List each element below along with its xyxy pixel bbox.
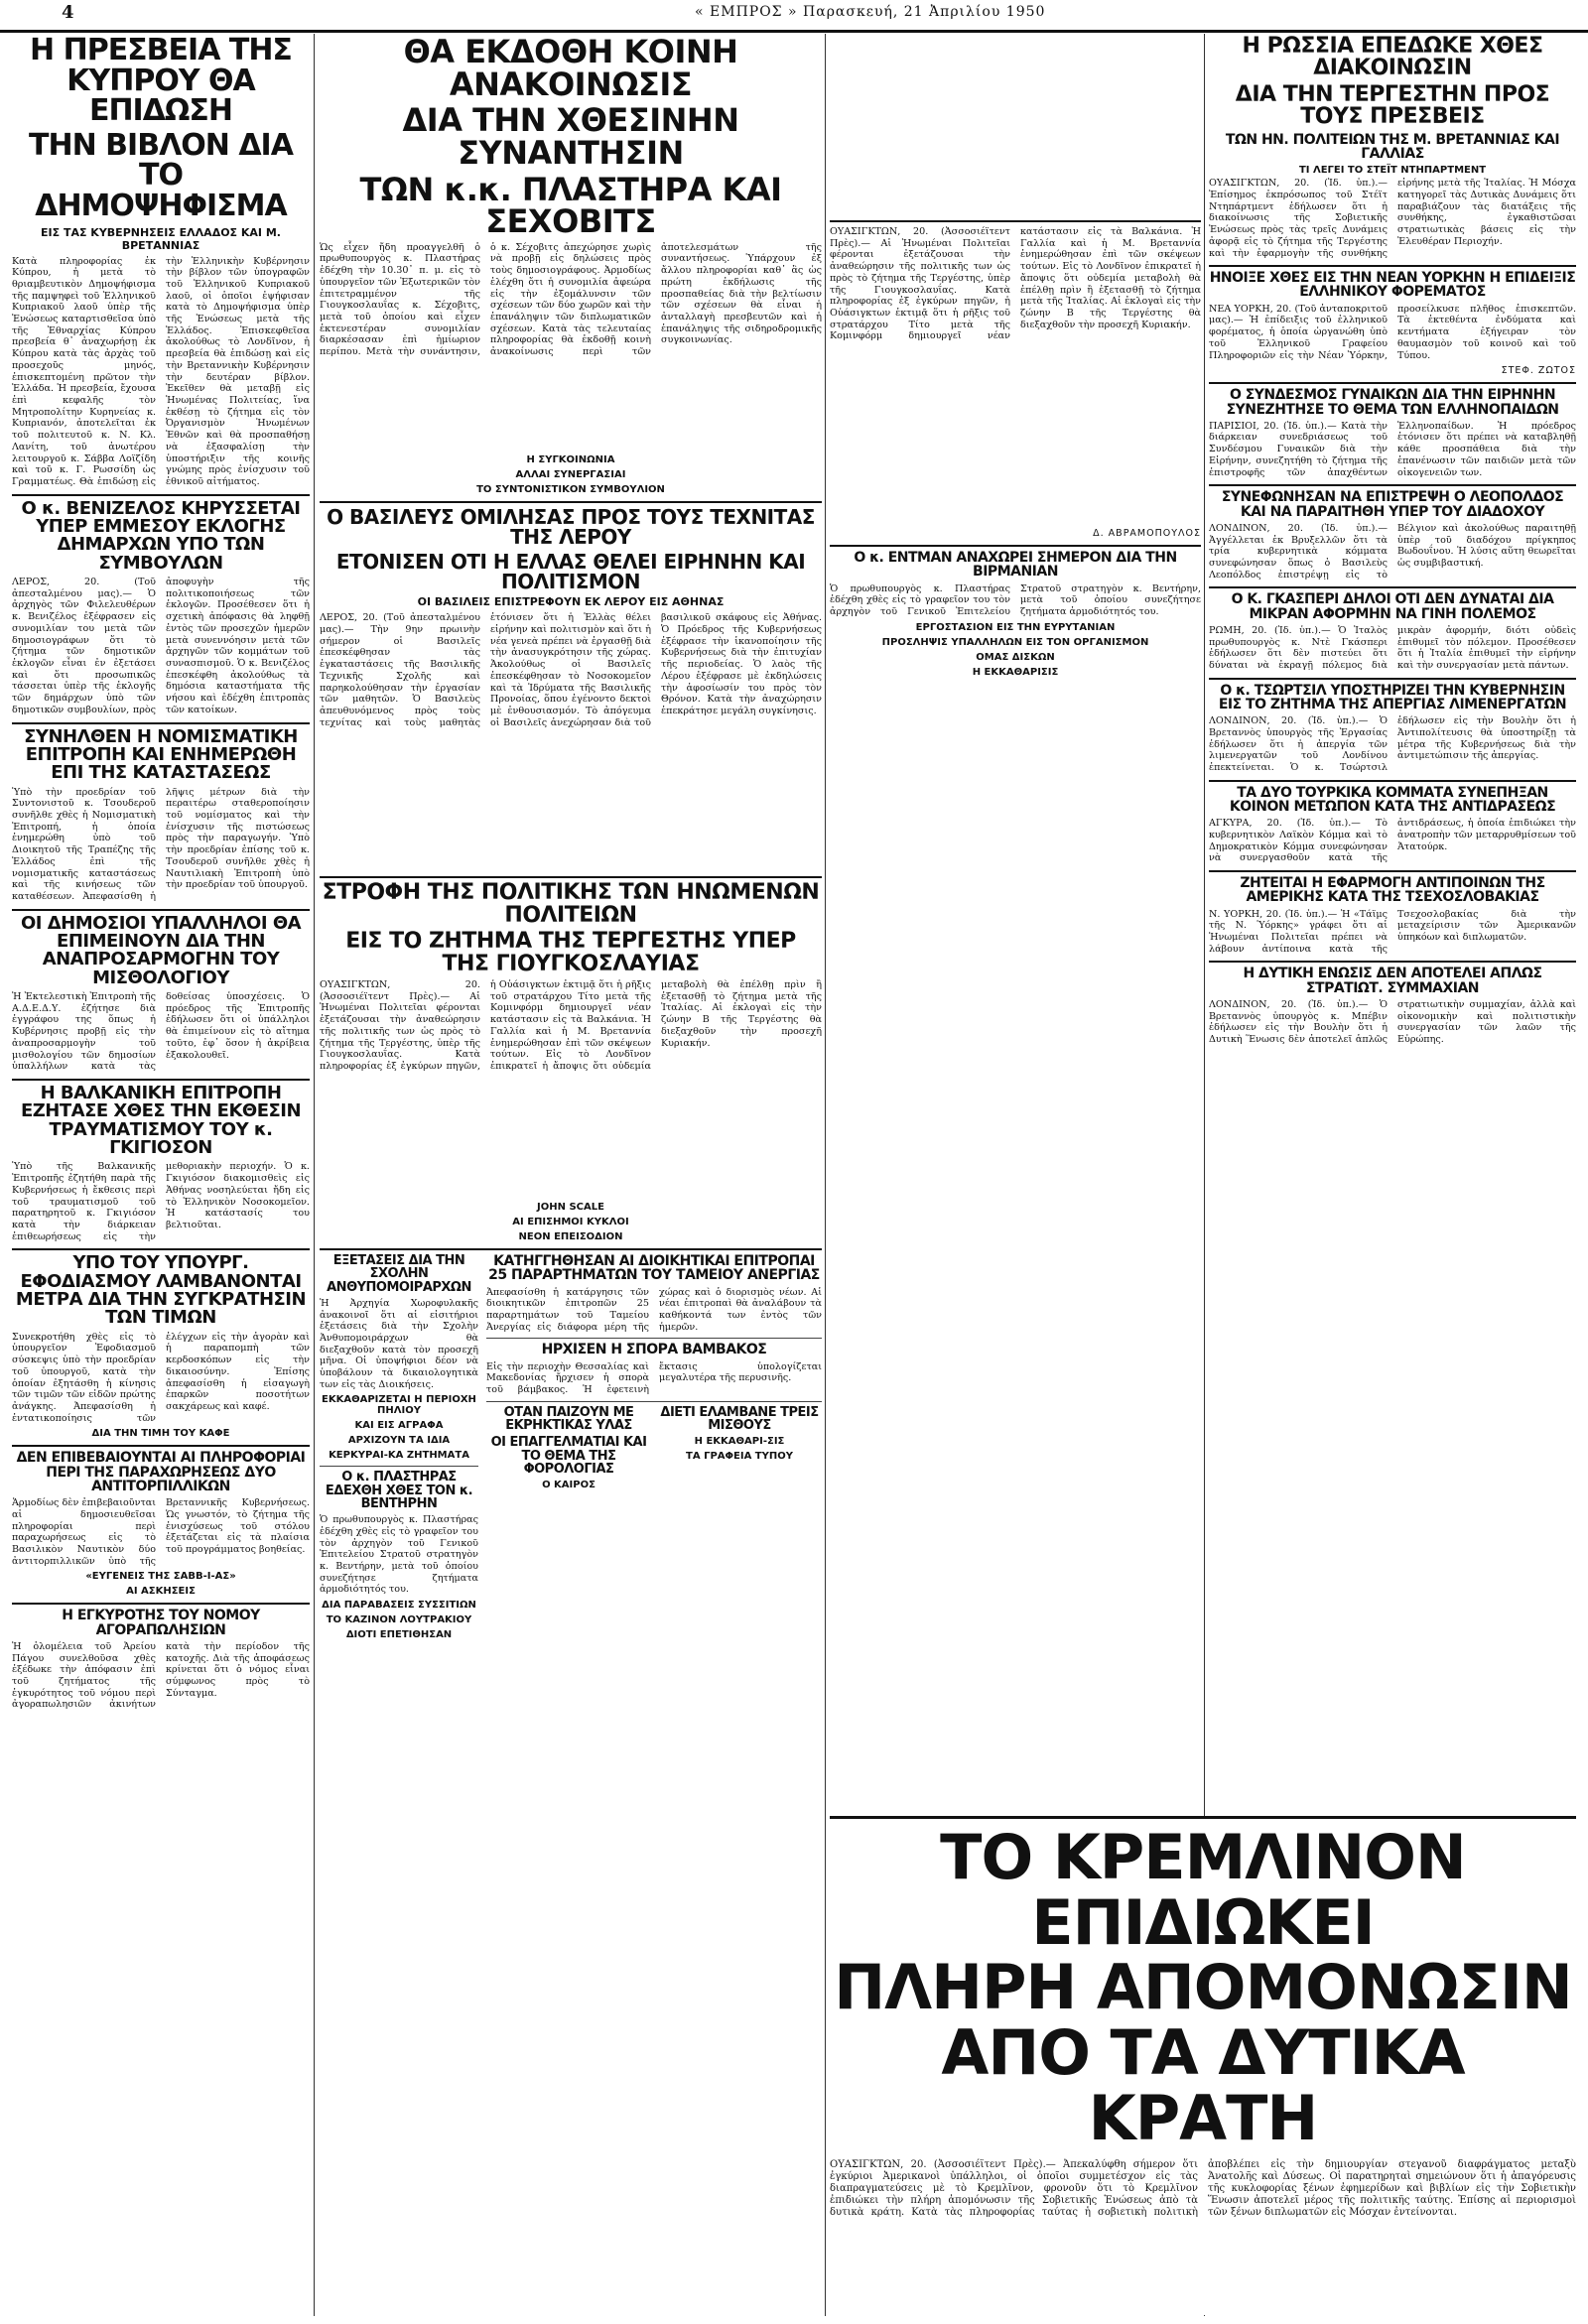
article-yugo-cont: ΟΥΑΣΙΓΚΤΩΝ, 20. (Ἀσσοσιέϊτεντ Πρὲς).— Αἱ Ἡνωμέναι Πολιτεῖαι φέρονται ἐξετάζουσαι τὴν ἀναθεώρησιν τῆς πολιτικῆς των ὡς πρὸς τὸ ζήτημα τῆς Τεργέστης, ὑπὲρ τῆς Γιουγκοσλαυΐας. Κατὰ πληροφορίας ἐξ ἐγκύρων πηγῶν, ἡ Οὐάσιγκτων ἐκτιμᾷ ὅτι ἡ ρῆξις τοῦ στρατάρχου Τίτο μετὰ τῆς Κομινφόρμ δημιουργεῖ νέαν κατάστασιν εἰς τὰ Βαλκάνια. Ἡ Γαλλία καὶ ἡ Μ. Βρεταννία ἐνημερώθησαν ἐπὶ τῶν σκέψεων τούτων. Εἰς τὸ Λονδῖνον ἐπικρατεῖ ἡ ἄποψις ὅτι οὐδεμία μεταβολὴ θὰ ἐπέλθῃ πρὶν ἢ ἐξετασθῇ τὸ ζήτημα μετὰ τῆς Ἰταλίας. Αἱ ἐκλογαὶ εἰς τὴν ζώνην Β τῆς Τεργέστης θὰ διεξαχθοῦν τὴν προσεχῆ Κυριακήν. <box>830 226 1201 342</box>
headline-russia-3: ΤΩΝ ΗΝ. ΠΟΛΙΤΕΙΩΝ ΤΗΣ Μ. ΒΡΕΤΑΝΝΙΑΣ ΚΑΙ ΓΑΛΛΙΑΣ <box>1225 131 1560 163</box>
headline-cyprus-2: ΤΗΝ ΒΙΒΛΟΝ ΔΙΑ ΤΟ ΔΗΜΟΨΗΦΙΣΜΑ <box>29 127 293 223</box>
divider <box>830 220 1201 222</box>
page-number: 4 <box>62 2 74 23</box>
subhead-factory: ΕΡΓΟΣΤΑΣΙΟΝ ΕΙΣ ΤΗΝ ΕΥΡΥΤΑΝΙΑΝ <box>915 621 1116 633</box>
subhead-attacked: ΔΙΟΤΙ ΕΠΕΤΙΘΗΣΑΝ <box>345 1629 453 1641</box>
divider <box>12 1079 310 1081</box>
headline-gasperi: Ο Κ. ΓΚΑΣΠΕΡΙ ΔΗΛΟΙ ΟΤΙ ΔΕΝ ΔΥΝΑΤΑΙ ΔΙΑ ΜΙΚΡΑΝ ΑΦΟΡΜΗΝ ΝΑ ΓΙΝΗ ΠΟΛΕΜΟΣ <box>1231 591 1554 622</box>
article-civil-servants: Ἡ Ἐκτελεστικὴ Ἐπιτροπὴ τῆς Α.Δ.Ε.Δ.Υ. ἐζήτησε διὰ ἐγγράφου της ὅπως ἡ Κυβέρνησις προβῇ εἰς τὴν ἀναπροσαρμογὴν τοῦ μισθολογίου τῶν δημοσίων ὑπαλλήλων κατὰ τὰς δοθείσας ὑποσχέσεις. Ὁ πρόεδρος τῆς Ἐπιτροπῆς ἐδήλωσεν ὅτι οἱ ὑπάλληλοι θὰ ἐπιμείνουν εἰς τὸ αἴτημα τοῦτο, ἐφ᾽ ὅσον ἡ ἀκρίβεια ἐξακολουθεῖ. <box>12 991 310 1073</box>
headline-czech: ΖΗΤΕΙΤΑΙ Η ΕΦΑΡΜΟΓΗ ΑΝΤΙΠΟΙΝΩΝ ΤΗΣ ΑΜΕΡΙΚΗΣ ΚΑΤΑ ΤΗΣ ΤΣΕΧΟΣΛΟΒΑΚΙΑΣ <box>1240 875 1545 906</box>
article-plastiras-venteris: Ὁ πρωθυπουργὸς κ. Πλαστήρας ἐδέχθη χθὲς εἰς τὸ γραφεῖον του τὸν ἀρχηγὸν τοῦ Γενικοῦ Ἐπιτελείου Στρατοῦ στρατηγὸν κ. Βεντήρην, μετὰ τοῦ ὁποίου συνεζήτησε ζητήματα ἀρμοδιότητός του. <box>320 1514 478 1596</box>
subhead-press-offices: ΤΑ ΓΡΑΦΕΙΑ ΤΥΠΟΥ <box>686 1451 793 1463</box>
divider <box>12 494 310 496</box>
subhead-hiring: ΠΡΟΣΛΗΨΙΣ ΥΠΑΛΛΗΛΩΝ ΕΙΣ ΤΟΝ ΟΡΓΑΝΙΣΜΟΝ <box>881 636 1149 648</box>
article-women: ΠΑΡΙΣΙΟΙ, 20. (Ἰδ. ὑπ.).— Κατὰ τὴν διάρκειαν συνεδριάσεως τοῦ Συνδέσμου Γυναικῶν διὰ τὴν Εἰρήνην, συνεζητήθη τὸ ζήτημα τῆς ἐπιστροφῆς τῶν ἀπαχθέντων Ἑλληνοπαίδων. Ἡ πρόεδρος ἐτόνισεν ὅτι πρέπει νὰ καταβληθῇ κάθε προσπάθεια διὰ τὴν ἐπανένωσιν τῶν παιδιῶν μετὰ τῶν οἰκογενειῶν των. <box>1209 420 1576 478</box>
divider <box>486 1401 822 1402</box>
subhead-john-scale: JOHN SCALE <box>537 1202 604 1214</box>
headline-leopold: ΣΥΝΕΦΩΝΗΣΑΝ ΝΑ ΕΠΙΣΤΡΕΨΗ Ο ΛΕΟΠΟΛΔΟΣ ΚΑΙ ΝΑ ΠΑΡΑΙΤΗΘΗ ΥΠΕΡ ΤΟΥ ΔΙΑΔΟΧΟΥ <box>1221 489 1564 520</box>
headline-kremlin-2: ΠΛΗΡΗ ΑΠΟΜΟΝΩΣΙΝ <box>834 1951 1572 2024</box>
headline-russia-1: Η ΡΩΣΣΙΑ ΕΠΕΔΩΚΕ ΧΘΕΣ ΔΙΑΚΟΙΝΩΣΙΝ <box>1242 36 1543 81</box>
headline-king-2: ΕΤΟΝΙΣΕΝ ΟΤΙ Η ΕΛΛΑΣ ΘΕΛΕΙ ΕΙΡΗΝΗΝ ΚΑΙ ΠΟΛΙΤΙΣΜΟΝ <box>335 549 806 593</box>
article-cotton: Εἰς τὴν περιοχὴν Θεσσαλίας καὶ Μακεδονίας ἤρχισεν ἡ σπορὰ τοῦ βάμβακος. Ἡ ἐφετεινὴ ἔκτασις ὑπολογίζεται μεγαλυτέρα τῆς περυσινῆς. <box>486 1360 822 1396</box>
headline-entman: Ο κ. ΕΝΤΜΑΝ ΑΝΑΧΩΡΕΙ ΣΗΜΕΡΟΝ ΔΙΑ ΤΗΝ ΒΙΡΜΑΝΙΑΝ <box>854 550 1177 581</box>
article-new-york: ΝΕΑ ΥΟΡΚΗ, 20. (Τοῦ ἀνταποκριτοῦ μας).— Ἡ ἐπίδειξις τοῦ ἑλληνικοῦ φορέματος, ἡ ὁποία ὠργανώθη ὑπὸ τοῦ Ἑλληνικοῦ Γραφείου Πληροφοριῶν εἰς τὴν Νέαν Ὑόρκην, προσείλκυσε πλῆθος ἐπισκεπτῶν. Τὰ ἐκτεθέντα ἐνδύματα καὶ κεντήματα ἐξήγειραν τὸν θαυμασμὸν τοῦ κοινοῦ καὶ τοῦ Τύπου. <box>1209 303 1576 361</box>
paper-dateline: « ΕΜΠΡΟΣ » Παρασκευή, 21 Ἀπριλίου 1950 <box>695 4 1046 20</box>
headline-turkey: ΤΑ ΔΥΟ ΤΟΥΡΚΙΚΑ ΚΟΜΜΑΤΑ ΣΥΝΕΠΗΞΑΝ ΚΟΙΝΟΝ ΜΕΤΩΠΟΝ ΚΑΤΑ ΤΗΣ ΑΝΤΙΔΡΑΣΕΩΣ <box>1229 784 1556 815</box>
article-kremlin: ΟΥΑΣΙΓΚΤΩΝ, 20. (Ἀσσοσιέϊτεντ Πρὲς).— Ἀπεκαλύφθη σήμερον ὅτι ἐγκύριοι Ἀμερικανοὶ ὑπάλληλοι, οἱ ὁποῖοι συμμετέσχον εἰς τὰς διαπραγματεύσεις μὲ τὸ Κρεμλῖνον, φρονοῦν ὅτι τὸ Κρεμλῖνον ἐπιδιώκει τὴν πλήρη ἀπομόνωσιν τῆς Σοβιετικῆς Ἑνώσεως ἀπὸ τὰ δυτικὰ κράτη. Κατὰ τὰς πληροφορίας ταύτας ἡ σοβιετικὴ πολιτικὴ ἀποβλέπει εἰς τὴν δημιουργίαν στεγανοῦ διαφράγματος μεταξὺ Ἀνατολῆς καὶ Δύσεως. Οἱ παρατηρηταὶ σημειώνουν ὅτι ἡ ἀπαγόρευσις τῆς κυκλοφορίας ξένων ἐφημερίδων καὶ βιβλίων εἰς τὴν Σοβιετικὴν Ἕνωσιν ἀποτελεῖ μέρος τῆς πολιτικῆς ταύτης. Ἐπίσης αἱ περιορισμοὶ τῶν ξένων διπλωματῶν εἰς Μόσχαν ἐντείνονται. <box>830 2158 1576 2219</box>
divider <box>12 909 310 911</box>
divider <box>320 1466 478 1467</box>
column-rule <box>314 34 315 2316</box>
divider <box>12 1603 310 1605</box>
divider <box>320 501 822 503</box>
column-left <box>12 36 310 2316</box>
article-entman: Ὁ πρωθυπουργὸς κ. Πλαστήρας ἐδέχθη χθὲς εἰς τὸ γραφεῖον του τὸν ἀρχηγὸν τοῦ Γενικοῦ Ἐπιτελείου Στρατοῦ στρατηγὸν κ. Βεντήρην, μετὰ τοῦ ὁποίου συνεζήτησε ζητήματα ἀρμοδιότητός του. <box>830 582 1201 617</box>
article-turkey: ΑΓΚΥΡΑ, 20. (Ἰδ. ὑπ.).— Τὸ κυβερνητικὸν Λαϊκὸν Κόμμα καὶ τὸ Δημοκρατικὸν Κόμμα συνεφώνησαν νὰ συνεργασθοῦν κατὰ τῆς ἀντιδράσεως, ἡ ὁποία ἐπιδιώκει τὴν ἀνατροπὴν τῶν μεταρρυθμίσεων τοῦ Ἀτατούρκ. <box>1209 818 1576 864</box>
kicker-cyprus: ΕΙΣ ΤΑΣ ΚΥΒΕΡΝΗΣΕΙΣ ΕΛΛΑΔΟΣ ΚΑΙ Μ. ΒΡΕΤΑΝΝΙΑΣ <box>41 225 281 252</box>
article-balkan: Ὑπὸ τῆς Βαλκανικῆς Ἐπιτροπῆς ἐζητήθη παρὰ τῆς Κυβερνήσεως ἡ ἔκθεσις περὶ τοῦ τραυματισμοῦ τοῦ παρατηρητοῦ κ. Γκιγιόσον κατὰ τὴν διάρκειαν ἐπιθεωρήσεως εἰς τὴν μεθοριακὴν περιοχήν. Ὁ κ. Γκιγιόσον διακομισθεὶς εἰς Ἀθήνας νοσηλεύεται ἤδη εἰς τὸ Ἑλληνικὸν Νοσοκομεῖον. Ἡ κατάστασίς του βελτιοῦται. <box>12 1161 310 1242</box>
headline-currency: ΣΥΝΗΛΘΕΝ Η ΝΟΜΙΣΜΑΤΙΚΗ ΕΠΙΤΡΟΠΗ ΚΑΙ ΕΝΗΜΕΡΩΘΗ ΕΠΙ ΤΗΣ ΚΑΤΑΣΤΑΣΕΩΣ <box>24 725 298 784</box>
divider <box>1209 265 1576 267</box>
headline-plastiras-venteris: Ο κ. ΠΛΑΣΤΗΡΑΣ ΕΔΕΧΘΗ ΧΘΕΣ ΤΟΝ κ. ΒΕΝΤΗΡΗΝ <box>325 1470 473 1511</box>
subhead-nobles: «ΕΥΓΕΝΕΙΣ ΤΗΣ ΣΑΒΒ-Ι-ΑΣ» <box>85 1571 236 1583</box>
divider <box>12 1248 310 1250</box>
divider <box>1209 870 1576 872</box>
article-king: ΛΕΡΟΣ, 20. (Τοῦ ἀπεσταλμένου μας).— Τὴν 9ην πρωινὴν σήμερον οἱ Βασιλεῖς ἐπεσκέφθησαν τὰς ἐγκαταστάσεις τῆς Βασιλικῆς Τεχνικῆς Σχολῆς καὶ παρηκολούθησαν τὴν ἐργασίαν τῶν μαθητῶν. Ὁ Βασιλεὺς ἀπευθυνόμενος πρὸς τοὺς τεχνίτας καὶ τοὺς μαθητὰς ἐτόνισεν ὅτι ἡ Ἑλλὰς θέλει εἰρήνην καὶ πολιτισμὸν καὶ ὅτι ἡ νέα γενεὰ πρέπει νὰ ἐργασθῇ διὰ τὴν ἀνασυγκρότησιν τῆς χώρας. Ἀκολούθως οἱ Βασιλεῖς ἐπεσκέφθησαν τὸ Νοσοκομεῖον καὶ τὰ Ἱδρύματα τῆς Βασιλικῆς Προνοίας, ὅπου ἐγένοντο δεκτοὶ μὲ ἐνθουσιασμόν. Τὸ ἀπόγευμα οἱ Βασιλεῖς ἀνεχώρησαν διὰ τοῦ βασιλικοῦ σκάφους εἰς Ἀθήνας. Ὁ Πρόεδρος τῆς Κυβερνήσεως ἐξέφρασε τὴν ἱκανοποίησιν τῆς Κυβερνήσεως διὰ τὴν ἐπιτυχίαν τῆς περιοδείας. Ὁ λαὸς τῆς Λέρου ἐξέφρασε μὲ ἐκδηλώσεις τὴν ἀφοσίωσίν του πρὸς τὸν Θρόνον. Κατὰ τὴν ἀναχώρησιν ἐπεκράτησε μεγάλη συγκίνησις. <box>320 612 822 728</box>
subhead-official-circles: ΑΙ ΕΠΙΣΗΜΟΙ ΚΥΚΛΟΙ <box>512 1217 629 1228</box>
headline-king-1: Ο ΒΑΣΙΛΕΥΣ ΟΜΙΛΗΣΑΣ ΠΡΟΣ ΤΟΥΣ ΤΕΧΝΙΤΑΣ ΤΗΣ ΛΕΡΟΥ <box>327 504 815 550</box>
article-sales-law: Ἡ ὁλομέλεια τοῦ Ἀρείου Πάγου συνελθοῦσα χθὲς ἐξέδωκε τὴν ἀπόφασιν ἐπὶ τοῦ ζητήματος τῆς ἐγκυρότητος τοῦ νόμου περὶ ἀγοραπωλησιῶν ἀκινήτων κατὰ τὴν περίοδον τῆς κατοχῆς. Διὰ τῆς ἀποφάσεως κρίνεται ὅτι ὁ νόμος εἶναι σύμφωνος πρὸς τὸ Σύνταγμα. <box>12 1640 310 1711</box>
masthead <box>0 0 1588 33</box>
article-western-union: ΛΟΝΔΙΝΟΝ, 20. (Ἰδ. ὑπ.).— Ὁ Βρεταννὸς ὑπουργὸς κ. Μπέβιν ἐδήλωσεν εἰς τὴν Βουλὴν ὅτι ἡ Δυτικὴ Ἕνωσις δὲν ἀποτελεῖ ἁπλῶς στρατιωτικὴν συμμαχίαν, ἀλλὰ καὶ οἰκονομικὴν καὶ πολιτιστικὴν συνεργασίαν τῶν λαῶν τῆς Εὐρώπης. <box>1209 998 1576 1046</box>
divider <box>320 876 822 878</box>
divider <box>1209 382 1576 384</box>
divider <box>1209 678 1576 680</box>
divider <box>12 1445 310 1447</box>
headline-trieste-1: ΣΤΡΟΦΗ ΤΗΣ ΠΟΛΙΤΙΚΗΣ ΤΩΝ ΗΝΩΜΕΝΩΝ ΠΟΛΙΤΕΙΩΝ <box>322 880 820 928</box>
headline-kremlin-1: ΤΟ ΚΡΕΜΛΙΝΟΝ ΕΠΙΔΙΩΚΕΙ <box>940 1821 1466 1959</box>
subhead-purge-2: Η ΕΚΚΑΘΑΡΙΣΙΣ <box>972 666 1059 678</box>
headline-destroyers: ΔΕΝ ΕΠΙΒΕΒΑΙΟΥΝΤΑΙ ΑΙ ΠΛΗΡΟΦΟΡΙΑΙ ΠΕΡΙ ΤΗΣ ΠΑΡΑΧΩΡΗΣΕΩΣ ΔΥΟ ΑΝΤΙΤΟΡΠΙΛΛΙΚΩΝ <box>16 1450 306 1494</box>
subhead-corfu: ΚΕΡΚΥΡΑΙ-ΚΑ ΖΗΤΗΜΑΤΑ <box>329 1450 469 1462</box>
headline-plastiras-1: ΘΑ ΕΚΔΟΘΗ ΚΟΙΝΗ ΑΝΑΚΟΙΝΩΣΙΣ <box>403 36 738 103</box>
article-currency: Ὑπὸ τὴν προεδρίαν τοῦ Συντονιστοῦ κ. Τσουδεροῦ συνῆλθε χθὲς ἡ Νομισματικὴ Ἐπιτροπή, ἡ ὁποία ἐνημερώθη ὑπὸ τοῦ Διοικητοῦ τῆς Τραπέζης τῆς Ἑλλάδος ἐπὶ τῆς νομισματικῆς καταστάσεως καὶ τῆς κινήσεως τῶν καταθέσεων. Ἀπεφασίσθη ἡ λῆψις μέτρων διὰ τὴν περαιτέρω σταθεροποίησιν τοῦ νομίσματος καὶ τὴν ἐνίσχυσιν τῆς πιστώσεως πρὸς τὴν παραγωγήν. Ὑπὸ τὴν προεδρίαν ἐπίσης τοῦ κ. Τσουδεροῦ συνῆλθε χθὲς ἡ Ναυτιλιακὴ Ἐπιτροπὴ ὑπὸ τὴν προεδρίαν τοῦ ὑπουργοῦ. <box>12 786 310 902</box>
column-rule <box>825 34 826 2316</box>
divider <box>1209 961 1576 963</box>
article-venizelos: ΛΕΡΟΣ, 20. (Τοῦ ἀπεσταλμένου μας).— Ὁ ἀρχηγὸς τῶν Φιλελευθέρων κ. Βενιζέλος ἐξέφρασεν εἰς συνομιλίαν του μετὰ τῶν δημοσιογράφων ὅτι τὸ ζήτημα τῶν δημοτικῶν ἐκλογῶν εἶναι ἐν ἐξετάσει καὶ ὅτι προσωπικῶς τάσσεται ὑπὲρ τῆς ἐκλογῆς τῶν δημάρχων ὑπὸ τῶν δημοτικῶν συμβουλίων, πρὸς ἀποφυγὴν τῆς πολιτικοποιήσεως τῶν ἐκλογῶν. Προσέθεσεν ὅτι ἡ σχετικὴ ἀπόφασις θὰ ληφθῇ ἐντὸς τῶν προσεχῶν ἡμερῶν μετὰ συνεννόησιν μετὰ τῶν ἀρχηγῶν τῶν κομμάτων τοῦ συνασπισμοῦ. Ὁ κ. Βενιζέλος ἐπεσκέφθη ἀκολούθως τὰ δημόσια καταστήματα τῆς νήσου καὶ ἐδέχθη ἐπιτροπὰς τῶν κατοίκων. <box>12 577 310 715</box>
kremlin-block <box>830 1816 1576 2315</box>
subhead-casino: ΤΟ ΚΑΖΙΝΟΝ ΛΟΥΤΡΑΚΙΟΥ <box>326 1614 472 1626</box>
subhead-new-incident: ΝΕΟΝ ΕΠΕΙΣΟΔΙΟΝ <box>518 1231 623 1243</box>
headline-unemployment: ΚΑΤΗΓΓΗΘΗΣΑΝ ΑΙ ΔΙΟΙΚΗΤΙΚΑΙ ΕΠΙΤΡΟΠΑΙ 25 ΠΑΡΑΡΤΗΜΑΤΩΝ ΤΟΥ ΤΑΜΕΙΟΥ ΑΝΕΡΓΙΑΣ <box>488 1253 820 1284</box>
headline-professionals: ΟΙ ΕΠΑΓΓΕΛΜΑΤΙΑΙ ΚΑΙ ΤΟ ΘΕΜΑ ΤΗΣ ΦΟΡΟΛΟΓΙΑΣ <box>490 1435 647 1477</box>
headline-venizelos: Ο κ. ΒΕΝΙΖΕΛΟΣ ΚΗΡΥΣΣΕΤΑΙ ΥΠΕΡ ΕΜΜΕΣΟΥ ΕΚΛΟΓΗΣ ΔΗΜΑΡΧΩΝ ΥΠΟ ΤΩΝ ΣΥΜΒΟΥΛΩΝ <box>21 497 301 574</box>
column-center <box>320 36 822 2316</box>
subhead-other-cooperation: ΑΛΛΑΙ ΣΥΝΕΡΓΑΣΙΑΙ <box>515 468 626 480</box>
article-leopold: ΛΟΝΔΙΝΟΝ, 20. (Ἰδ. ὑπ.).— Ἀγγέλλεται ἐκ Βρυξελλῶν ὅτι τὰ τρία κυβερνητικὰ κόμματα συνεφώνησαν ὅπως ὁ Βασιλεὺς Λεοπόλδος ἐπιστρέψῃ εἰς τὸ Βέλγιον καὶ ἀκολούθως παραιτηθῇ ὑπὲρ τοῦ διαδόχου πρίγκηπος Βωδουΐνου. Ἡ λύσις αὕτη θεωρεῖται ὡς συμβιβαστική. <box>1209 522 1576 581</box>
article-exams: Ἡ Ἀρχηγία Χωροφυλακῆς ἀνακοινοῖ ὅτι αἱ εἰσιτήριοι ἐξετάσεις διὰ τὴν Σχολὴν Ἀνθυπομοιράρχων θὰ διεξαχθοῦν κατὰ τὸν προσεχῆ μῆνα. Οἱ ὑποψήφιοι δέον νὰ ὑποβάλουν τὰ δικαιολογητικὰ των εἰς τὰς Διοικήσεις. <box>320 1297 478 1390</box>
subhead-pelion: ΕΚΚΑΘΑΡΙΖΕΤΑΙ Η ΠΕΡΙΟΧΗ ΠΗΛΙΟΥ <box>322 1394 476 1417</box>
divider <box>1209 586 1576 588</box>
article-strike: ΛΟΝΔΙΝΟΝ, 20. (Ἰδ. ὑπ.).— Ὁ Βρεταννὸς ὑπουργὸς τῆς Ἐργασίας ἐδήλωσεν ὅτι ἡ ἀπεργία τῶν λιμενεργατῶν τοῦ Λονδίνου ἐπεκτείνεται. Ὁ κ. Τσώρτσιλ ἐδήλωσεν εἰς τὴν Βουλὴν ὅτι ἡ Ἀντιπολίτευσις θὰ ὑποστηρίξῃ τὰ μέτρα τῆς Κυβερνήσεως διὰ τὴν ἀντιμετώπισιν τῆς ἀπεργίας. <box>1209 715 1576 774</box>
headline-women: Ο ΣΥΝΔΕΣΜΟΣ ΓΥΝΑΙΚΩΝ ΔΙΑ ΤΗΝ ΕΙΡΗΝΗΝ ΣΥΝΕΖΗΤΗΣΕ ΤΟ ΘΕΜΑ ΤΩΝ ΕΛΛΗΝΟΠΑΙΔΩΝ <box>1226 387 1559 418</box>
headline-sales-law: Η ΕΓΚΥΡΟΤΗΣ ΤΟΥ ΝΟΜΟΥ ΑΓΟΡΑΠΩΛΗΣΙΩΝ <box>62 1608 260 1638</box>
divider <box>12 722 310 724</box>
subhead-agrafa: ΚΑΙ ΕΙΣ ΑΓΡΑΦΑ <box>354 1420 444 1432</box>
headline-civil-servants: ΟΙ ΔΗΜΟΣΙΟΙ ΥΠΑΛΛΗΛΟΙ ΘΑ ΕΠΙΜΕΙΝΟΥΝ ΔΙΑ ΤΗΝ ΑΝΑΠΡΟΣΑΡΜΟΓΗΝ ΤΟΥ ΜΙΣΘΟΛΟΓΙΟΥ <box>20 912 302 988</box>
headline-explosives: ΟΤΑΝ ΠΑΙΖΟΥΝ ΜΕ ΕΚΡΗΚΤΙΚΑΣ ΥΛΑΣ <box>503 1404 634 1434</box>
subhead-communications: Η ΣΥΓΚΟΙΝΩΝΙΑ <box>526 453 615 465</box>
subhead-same: ΑΡΧΙΖΟΥΝ ΤΑ ΙΔΙΑ <box>347 1435 451 1447</box>
divider <box>1209 780 1576 782</box>
headline-new-york: ΗΝΟΙΞΕ ΧΘΕΣ ΕΙΣ ΤΗΝ ΝΕΑΝ ΥΟΡΚΗΝ Η ΕΠΙΔΕΙΞΙΣ ΕΛΛΗΝΙΚΟΥ ΦΟΡΕΜΑΤΟΣ <box>1209 270 1576 301</box>
article-russia: ΟΥΑΣΙΓΚΤΩΝ, 20. (Ἰδ. ὑπ.).— Ἐπίσημος ἐκπρόσωπος τοῦ Στέϊτ Ντηπάρτμεντ ἐδήλωσεν ὅτι ἡ διακοίνωσις τῆς Σοβιετικῆς Ἑνώσεως πρὸς τὰς τρεῖς Δυνάμεις ἀφορᾷ εἰς τὸ ζήτημα τῆς Τεργέστης καὶ τὴν ἐφαρμογὴν τῆς συνθήκης εἰρήνης μετὰ τῆς Ἰταλίας. Ἡ Μόσχα κατηγορεῖ τὰς Δυτικὰς Δυνάμεις ὅτι παραβιάζουν τὰς διατάξεις τῆς συνθήκης, ἐγκαθιστῶσαι στρατιωτικὰς βάσεις εἰς τὴν Ἐλευθέραν Περιοχήν. <box>1209 178 1576 259</box>
subhead-state-dept: ΤΙ ΛΕΓΕΙ ΤΟ ΣΤΕΪΤ ΝΤΗΠΑΡΤΜΕΝΤ <box>1298 165 1487 177</box>
subhead-coffee: ΔΙΑ ΤΗΝ ΤΙΜΗ ΤΟΥ ΚΑΦΕ <box>91 1428 230 1440</box>
byline: Δ. ΑΒΡΑΜΟΠΟΥΛΟΣ <box>1093 528 1201 539</box>
article-unemployment: Ἀπεφασίσθη ἡ κατάργησις τῶν διοικητικῶν ἐπιτροπῶν 25 παραρτημάτων τοῦ Ταμείου Ἀνεργίας εἰς διάφορα μέρη τῆς χώρας καὶ ὁ διορισμὸς νέων. Αἱ νέαι ἐπιτροπαὶ θὰ ἀναλάβουν τὰ καθήκοντά των ἐντὸς τῶν ἡμερῶν. <box>486 1286 822 1333</box>
headline-strike: Ο κ. ΤΣΩΡΤΣΙΛ ΥΠΟΣΤΗΡΙΖΕΙ ΤΗΝ ΚΥΒΕΡΝΗΣΙΝ ΕΙΣ ΤΟ ΖΗΤΗΜΑ ΤΗΣ ΑΠΕΡΓΙΑΣ ΛΙΜΕΝΕΡΓΑΤΩΝ <box>1218 682 1567 712</box>
headline-kremlin-3: ΑΠΟ ΤΑ ΔΥΤΙΚΑ ΚΡΑΤΗ <box>941 2016 1465 2154</box>
headline-prices: ΥΠΟ ΤΟΥ ΥΠΟΥΡΓ. ΕΦΟΔΙΑΣΜΟΥ ΛΑΜΒΑΝΟΝΤΑΙ ΜΕΤΡΑ ΔΙΑ ΤΗΝ ΣΥΓΚΡΑΤΗΣΙΝ ΤΩΝ ΤΙΜΩΝ <box>15 1252 307 1329</box>
subhead-weather: Ο ΚΑΙΡΟΣ <box>542 1480 596 1491</box>
headline-balkan: Η ΒΑΛΚΑΝΙΚΗ ΕΠΙΤΡΟΠΗ ΕΖΗΤΑΣΕ ΧΘΕΣ ΤΗΝ ΕΚΘΕΣΙΝ ΤΡΑΥΜΑΤΙΣΜΟΥ ΤΟΥ κ. ΓΚΙΓΙΟΣΟΝ <box>20 1082 302 1159</box>
subhead-discs: ΟΜΑΣ ΔΙΣΚΩΝ <box>976 651 1055 663</box>
byline: ΣΤΕΦ. ΖΩΤΟΣ <box>1501 365 1576 377</box>
headline-trieste-2: ΕΙΣ ΤΟ ΖΗΤΗΜΑ ΤΗΣ ΤΕΡΓΕΣΤΗΣ ΥΠΕΡ ΤΗΣ ΓΙΟΥΓΚΟΣΛΑΥΙΑΣ <box>345 929 796 976</box>
divider <box>486 1338 822 1339</box>
divider <box>320 1248 822 1250</box>
article-cyprus: Κατὰ πληροφορίας ἐκ Κύπρου, ἡ μετὰ τὸ θριαμβευτικὸν Δημοψήφισμα τῆς παμψηφεὶ τοῦ Ἑλληνικοῦ Κυπριακοῦ λαοῦ ὑπὲρ τῆς Ἑνώσεως καταρτισθεῖσα ὑπὸ τῆς Ἐθναρχίας Κύπρου πρεσβεία θ᾽ ἀναχωρήσῃ ἐκ Κύπρου κατὰ τὰς ἀρχὰς τοῦ προσεχοῦς μηνός, ἐπισκεπτομένη πρῶτον τὴν Ἑλλάδα. Ἡ πρεσβεία, ἔχουσα ἐπὶ κεφαλῆς τὸν Μητροπολίτην Κυρηνείας κ. Κυπριανόν, ἀποτελεῖται ἐκ τοῦ πολιτευτοῦ κ. Ν. Κλ. Λανίτη, τοῦ ἀνωτέρου λειτουργοῦ κ. Σάββα Λοϊζίδη καὶ τοῦ κ. Γ. Ρωσσίδη ὡς Γραμματέως. Θὰ ἐπιδώσῃ εἰς τὴν Ἑλληνικὴν Κυβέρνησιν τὴν βίβλον τῶν ὑπογραφῶν τοῦ Ἑλληνικοῦ Κυπριακοῦ λαοῦ, οἱ ὁποῖοι ἐψήφισαν κατὰ τὸ Δημοψήφισμα ὑπὲρ τῆς Ἑνώσεως μετὰ τῆς Ἑλλάδος. Ἐπισκεφθεῖσα ἀκολούθως τὸ Λονδῖνον, ἡ πρεσβεία θὰ ἐπιδώσῃ καὶ εἰς τὴν Βρεταννικὴν Κυβέρνησιν τὴν δευτέραν βίβλον. Ἐκεῖθεν θὰ μεταβῇ εἰς Ἡνωμένας Πολιτείας, ἵνα ἐκθέσῃ τὸ ζήτημα εἰς τὸν Ὀργανισμὸν Ἡνωμένων Ἐθνῶν καὶ θὰ προσπαθήσῃ νὰ ἐξασφαλίσῃ τὴν ὑποστήριξιν τῆς κοινῆς γνώμης πρὸς ἐνίσχυσιν τοῦ ἐθνικοῦ αἰτήματος. <box>12 255 310 487</box>
article-plastiras: Ὡς εἶχεν ἤδη προαγγελθῆ ὁ πρωθυπουργὸς κ. Πλαστήρας ἐδέχθη τὴν 10.30᾽ π. μ. εἰς τὸ ὑπουργεῖον τῶν Ἐξωτερικῶν τὸν ἐπιτετραμμένον τῆς Γιουγκοσλαυΐας κ. Σέχοβιτς, μετὰ τοῦ ὁποίου καὶ εἶχεν ἐκτενεστέραν συνομιλίαν διαρκέσασαν ἐπὶ ἡμίωριον περίπου. Μετὰ τὴν συνάντησιν, ὁ κ. Σέχοβιτς ἀπεχώρησε χωρὶς νὰ προβῇ εἰς δηλώσεις πρὸς τοὺς δημοσιογράφους. Ἀρμοδίως ἐλέχθη ὅτι ἡ συνομιλία ἀφεώρα εἰς τὴν ἐξομάλυνσιν τῶν σχέσεων τῶν δύο χωρῶν καὶ τὴν ἐπανάληψιν τῶν διπλωματικῶν σχέσεων. Κατὰ τὰς τελευταίας πληροφορίας θὰ ἐκδοθῇ κοινὴ ἀνακοίνωσις περὶ τῶν ἀποτελεσμάτων τῆς συναντήσεως. Ὑπάρχουν ἐξ ἄλλου πληροφορίαι καθ᾽ ἃς ὡς πρώτη ἐκδήλωσις τῆς προσπαθείας διὰ τὴν βελτίωσιν τῶν σχέσεων θὰ εἶναι ἡ ἀνταλλαγὴ πρεσβευτῶν καὶ ἡ ἐπανάληψις τῆς σιδηροδρομικῆς συγκοινωνίας. <box>320 241 822 358</box>
headline-plastiras-3: ΤΩΝ κ.κ. ΠΛΑΣΤΗΡΑ ΚΑΙ ΣΕΧΟΒΙΤΣ <box>359 170 782 241</box>
subhead-violations: ΔΙΑ ΠΑΡΑΒΑΣΕΙΣ ΣΥΣΣΙΤΙΩΝ <box>322 1600 476 1612</box>
article-czech: Ν. ΥΟΡΚΗ, 20. (Ἰδ. ὑπ.).— Ἡ «Τάϊμς τῆς Ν. Ὑόρκης» γράφει ὅτι αἱ Ἡνωμέναι Πολιτεῖαι πρέπει νὰ λάβουν ἀντίποινα κατὰ τῆς Τσεχοσλοβακίας διὰ τὴν μεταχείρισιν τῶν Ἀμερικανῶν ὑπηκόων καὶ διπλωματῶν. <box>1209 908 1576 955</box>
article-trieste: ΟΥΑΣΙΓΚΤΩΝ, 20. (Ἀσσοσιέϊτεντ Πρὲς).— Αἱ Ἡνωμέναι Πολιτεῖαι φέρονται ἐξετάζουσαι τὴν ἀναθεώρησιν τῆς πολιτικῆς των ὡς πρὸς τὸ ζήτημα τῆς Τεργέστης, ὑπὲρ τῆς Γιουγκοσλαυΐας. Κατὰ πληροφορίας ἐξ ἐγκύρων πηγῶν, ἡ Οὐάσιγκτων ἐκτιμᾷ ὅτι ἡ ρῆξις τοῦ στρατάρχου Τίτο μετὰ τῆς Κομινφόρμ δημιουργεῖ νέαν κατάστασιν εἰς τὰ Βαλκάνια. Ἡ Γαλλία καὶ ἡ Μ. Βρεταννία ἐνημερώθησαν ἐπὶ τῶν σκέψεων τούτων. Εἰς τὸ Λονδῖνον ἐπικρατεῖ ἡ ἄποψις ὅτι οὐδεμία μεταβολὴ θὰ ἐπέλθῃ πρὶν ἢ ἐξετασθῇ τὸ ζήτημα μετὰ τῆς Ἰταλίας. Αἱ ἐκλογαὶ εἰς τὴν ζώνην Β τῆς Τεργέστης θὰ διεξαχθοῦν τὴν προσεχῆ Κυριακήν. <box>320 979 822 1072</box>
subhead-exercises: ΑΙ ΑΣΚΗΣΕΙΣ <box>126 1586 196 1598</box>
headline-plastiras-2: ΔΙΑ ΤΗΝ ΧΘΕΣΙΝΗΝ ΣΥΝΑΝΤΗΣΙΝ <box>402 101 739 172</box>
article-prices: Συνεκροτήθη χθὲς εἰς τὸ ὑπουργεῖον Ἐφοδιασμοῦ σύσκεψις ὑπὸ τὴν προεδρίαν τοῦ ὑπουργοῦ, κατὰ τὴν ὁποίαν ἐξητάσθη ἡ κίνησις τῶν τιμῶν τῶν εἰδῶν πρώτης ἀνάγκης. Ἀπεφασίσθη ἡ ἐντατικοποίησις τῶν ἐλέγχων εἰς τὴν ἀγορὰν καὶ ἡ παραπομπὴ τῶν κερδοσκόπων εἰς τὴν δικαιοσύνην. Ἐπίσης ἀπεφασίσθη ἡ εἰσαγωγὴ ἐπαρκῶν ποσοτήτων σακχάρεως καὶ καφέ. <box>12 1331 310 1424</box>
headline-western-union: Η ΔΥΤΙΚΗ ΕΝΩΣΙΣ ΔΕΝ ΑΠΟΤΕΛΕΙ ΑΠΛΩΣ ΣΤΡΑΤΙΩΤ. ΣΥΜΜΑΧΙΑΝ <box>1243 966 1542 996</box>
headline-cotton: ΗΡΧΙΣΕΝ Η ΣΠΟΡΑ ΒΑΜΒΑΚΟΣ <box>541 1342 767 1358</box>
divider <box>830 545 1201 547</box>
headline-three-salaries: ΔΙΕΤΙ ΕΛΑΜΒΑΝΕ ΤΡΕΙΣ ΜΙΣΘΟΥΣ <box>660 1404 819 1434</box>
subhead-purge: Η ΕΚΚΑΘΑΡΙ-ΣΙΣ <box>694 1436 785 1448</box>
headline-exams: ΕΞΕΤΑΣΕΙΣ ΔΙΑ ΤΗΝ ΣΧΟΛΗΝ ΑΝΘΥΠΟΜΟΙΡΑΡΧΩΝ <box>327 1253 471 1295</box>
subhead-coordination: ΤΟ ΣΥΝΤΟΝΙΣΤΙΚΟΝ ΣΥΜΒΟΥΛΙΟΝ <box>476 483 665 495</box>
divider <box>1209 484 1576 486</box>
kicker-king: ΟΙ ΒΑΣΙΛΕΙΣ ΕΠΙΣΤΡΕΦΟΥΝ ΕΚ ΛΕΡΟΥ ΕΙΣ ΑΘΗΝΑΣ <box>417 595 725 609</box>
headline-russia-2: ΔΙΑ ΤΗΝ ΤΕΡΓΕΣΤΗΝ ΠΡΟΣ ΤΟΥΣ ΠΡΕΣΒΕΙΣ <box>1235 81 1550 130</box>
article-destroyers: Ἁρμοδίως δὲν ἐπιβεβαιοῦνται αἱ δημοσιευθεῖσαι πληροφορίαι περὶ παραχωρήσεως εἰς τὸ Βασιλικὸν Ναυτικὸν δύο ἀντιτορπιλλικῶν ὑπὸ τῆς Βρεταννικῆς Κυβερνήσεως. Ὡς γνωστόν, τὸ ζήτημα τῆς ἐνισχύσεως τοῦ στόλου ἐξετάζεται εἰς τὰ πλαίσια τοῦ προγράμματος βοηθείας. <box>12 1497 310 1567</box>
article-gasperi: ΡΩΜΗ, 20. (Ἰδ. ὑπ.).— Ὁ Ἰταλὸς πρωθυπουργὸς κ. Ντὲ Γκάσπερι ἐδήλωσεν ὅτι δὲν πιστεύει ὅτι δύναται νὰ ἐκραγῇ πόλεμος διὰ μικρὰν ἀφορμήν, διότι οὐδεὶς ἐπιθυμεῖ τὸν πόλεμον. Προσέθεσεν ὅτι ἡ Ἰταλία ἐπιθυμεῖ τὴν εἰρήνην καὶ τὴν συνεργασίαν μετὰ πάντων. <box>1209 624 1576 671</box>
headline-cyprus-1: Η ΠΡΕΣΒΕΙΑ ΤΗΣ ΚΥΠΡΟΥ ΘΑ ΕΠΙΔΩΣΗ <box>30 36 292 129</box>
